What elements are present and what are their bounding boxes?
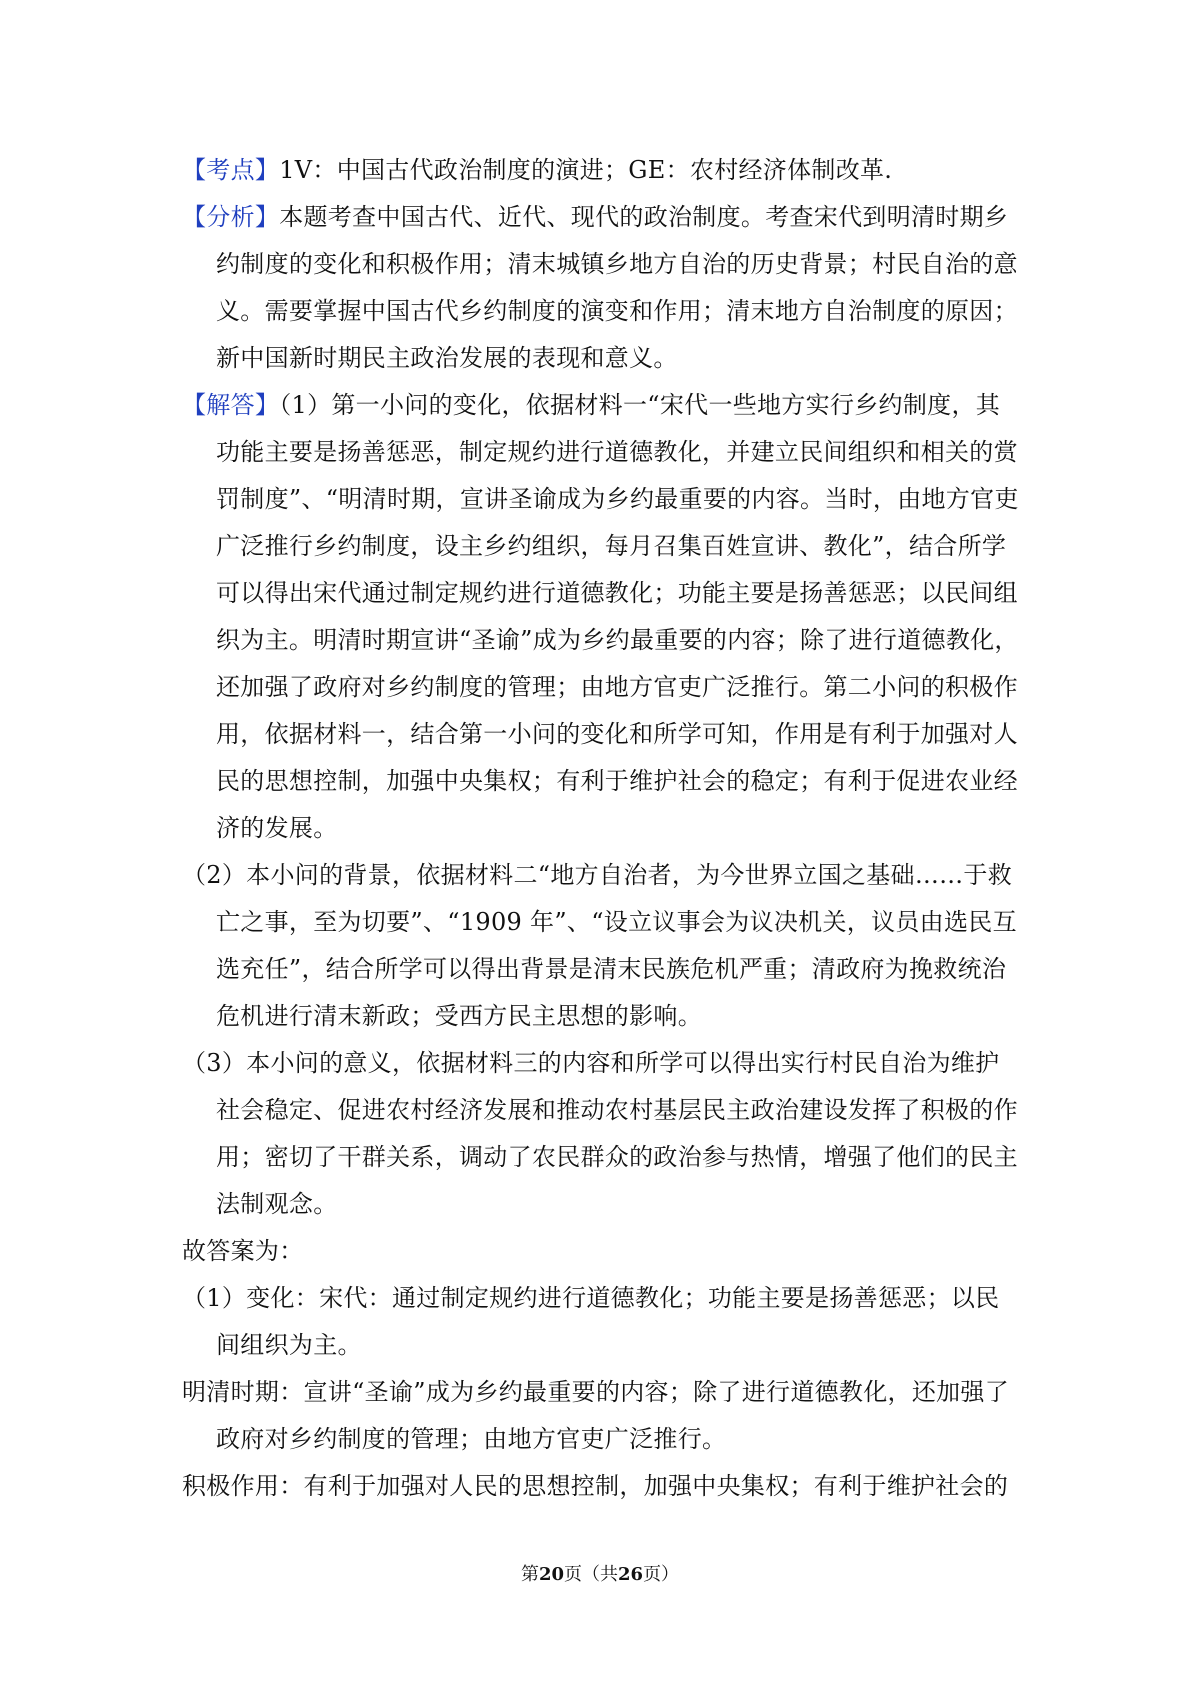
answer-positive-effect-paragraph: 积极作用：有利于加强对人民的思想控制，加强中央集权；有利于维护社会的 [182, 1472, 1009, 1500]
fenxi-tag: 【分析】 [182, 203, 280, 231]
question-2-paragraph: （2）本小问的背景，依据材料二“地方自治者，为今世界立国之基础……于救亡之事，至为切要”、“1909 年”、“设立议事会为议决机关，议员由选民互选充任”，结合所学可以得出背景是清末民族危机严重；清政府为挽救统治危机进行清末新政；受西方民主思想的影响。 [182, 861, 1017, 1030]
footer-mid: 页（共 [564, 1564, 618, 1585]
kaodian-text: 1V：中国古代政治制度的演进；GE：农村经济体制改革. [279, 156, 893, 184]
document-body [182, 147, 1022, 1510]
kaodian-tag: 【考点】 [182, 156, 280, 184]
jieda-tag: 【解答】 [182, 391, 280, 419]
kaodian-paragraph [182, 147, 1022, 194]
fenxi-paragraph [182, 194, 1022, 382]
page-footer [0, 1560, 1200, 1586]
question-3-paragraph: （3）本小问的意义，依据材料三的内容和所学可以得出实行村民自治为维护社会稳定、促进农村经济发展和推动农村基层民主政治建设发挥了积极的作用；密切了干群关系，调动了农民群众的政治参与热情，增强了他们的民主法制观念。 [182, 1049, 1018, 1218]
footer-suffix: 页） [643, 1564, 680, 1585]
footer-prefix: 第 [520, 1564, 539, 1585]
jieda-text: （1）第一小问的变化，依据材料一“宋代一些地方实行乡约制度，其功能主要是扬善惩恶，制定规约进行道德教化，并建立民间组织和相关的赏罚制度”、“明清时期，宣讲圣谕成为乡约最重要的内容。当时，由地方官吏广泛推行乡约制度，设主乡约组织，每月召集百姓宣讲、教化”，结合所学可以得出宋代通过制定规约进行道德教化；功能主要是扬善惩恶；以民间组织为主。明清时期宣讲“圣谕”成为乡约最重要的内容；除了进行道德教化，还加强了政府对乡约制度的管理；由地方官吏广泛推行。第二小问的积极作用，依据材料一，结合第一小问的变化和所学可知，作用是有利于加强对人民的思想控制，加强中央集权；有利于维护社会的稳定；有利于促进农业经济的发展。 [216, 391, 1019, 842]
jieda-paragraph [182, 382, 1022, 852]
answer-intro: 故答案为： [182, 1237, 304, 1265]
answer-mingqing-paragraph: 明清时期：宣讲“圣谕”成为乡约最重要的内容；除了进行道德教化，还加强了政府对乡约制度的管理；由地方官吏广泛推行。 [182, 1378, 1010, 1453]
answer-1-paragraph: （1）变化：宋代：通过制定规约进行道德教化；功能主要是扬善惩恶；以民间组织为主。 [182, 1284, 1000, 1359]
footer-page-number: 20 [538, 1564, 564, 1585]
footer-total-pages: 26 [618, 1564, 644, 1585]
fenxi-text: 本题考查中国古代、近代、现代的政治制度。考查宋代到明清时期乡约制度的变化和积极作用；清末城镇乡地方自治的历史背景；村民自治的意义。需要掌握中国古代乡约制度的演变和作用；清末地方自治制度的原因；新中国新时期民主政治发展的表现和意义。 [216, 203, 1018, 372]
